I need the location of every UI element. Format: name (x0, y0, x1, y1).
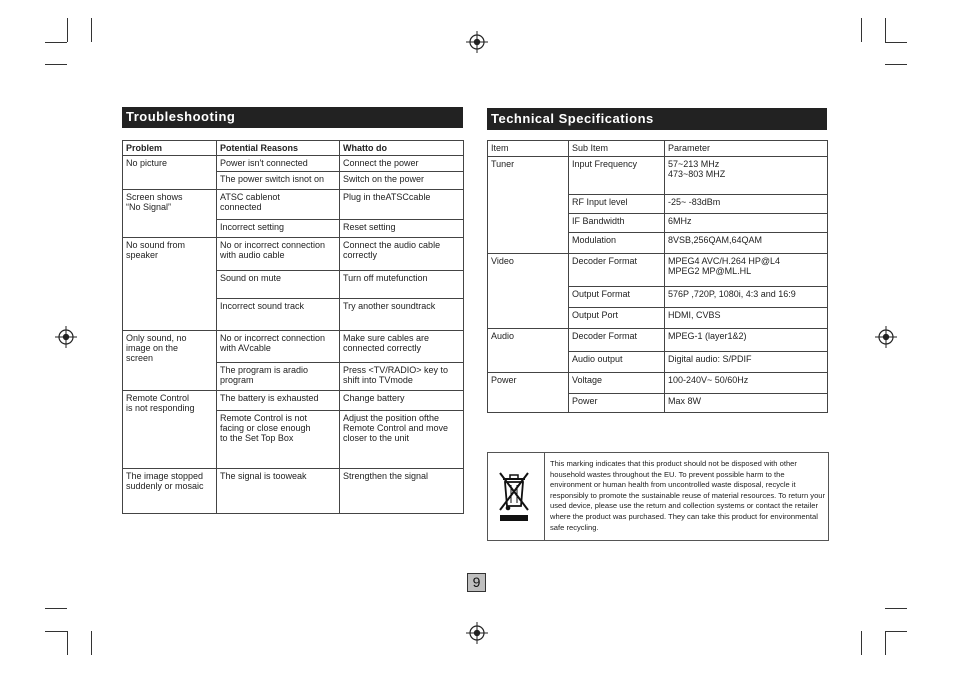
table-row (488, 373, 828, 394)
reason-cell: Power isn't connected (217, 156, 340, 172)
reason-cell: Incorrect sound track (217, 299, 340, 331)
table-row (123, 190, 464, 220)
reason-cell: The program is aradio program (217, 363, 340, 391)
action-cell: Reset setting (340, 220, 464, 238)
reason-cell: The battery is exhausted (217, 391, 340, 411)
registration-mark-icon (55, 326, 77, 348)
action-cell: Connect the audio cable correctly (340, 238, 464, 271)
header-sub-item: Sub Item (569, 141, 665, 157)
problem-cell: No picture (123, 156, 217, 190)
parameter-cell: MPEG4 AVC/H.264 HP@L4 MPEG2 MP@ML.HL (665, 254, 828, 287)
reason-cell: ATSC cablenot connected (217, 190, 340, 220)
parameter-cell: 57~213 MHz 473~803 MHZ (665, 157, 828, 195)
weee-notice-text: This marking indicates that this product should not be disposed with other household wastes throughout the EU. To prevent possible harm to the environment or human health from uncontrolled waste disposal, recycle it responsibly to promote the sustainable reuse of material resources. To return your used device, please use the return and collection systems or contact the retailer where the product was purchased. They can take this product for environmental safe recycling. (550, 459, 826, 532)
troubleshooting-table (122, 140, 464, 514)
table-row (488, 157, 828, 195)
problem-cell: The image stopped suddenly or mosaic (123, 469, 217, 514)
action-cell: Try another soundtrack (340, 299, 464, 331)
parameter-cell: Max 8W (665, 394, 828, 413)
parameter-cell: 576P ,720P, 1080i, 4:3 and 16:9 (665, 287, 828, 308)
problem-cell: Only sound, no image on the screen (123, 331, 217, 391)
sub-item-cell: Decoder Format (569, 254, 665, 287)
action-cell: Connect the power (340, 156, 464, 172)
sub-item-cell: Decoder Format (569, 329, 665, 352)
problem-cell: Screen shows “No Signal” (123, 190, 217, 238)
sub-item-cell: Modulation (569, 233, 665, 254)
sub-item-cell: Voltage (569, 373, 665, 394)
header-parameter: Parameter (665, 141, 828, 157)
table-row (123, 238, 464, 271)
action-cell: Press <TV/RADIO> key to shift into TVmode (340, 363, 464, 391)
table-row (488, 254, 828, 287)
action-cell: Change battery (340, 391, 464, 411)
crossed-out-wheelie-bin-icon (497, 470, 531, 524)
parameter-cell: Digital audio: S/PDIF (665, 352, 828, 373)
sub-item-cell: RF Input level (569, 195, 665, 214)
parameter-cell: 8VSB,256QAM,64QAM (665, 233, 828, 254)
sub-item-cell: Power (569, 394, 665, 413)
item-cell: Power (488, 373, 569, 413)
problem-cell: Remote Control is not responding (123, 391, 217, 469)
action-cell: Plug in theATSCcable (340, 190, 464, 220)
action-cell: Make sure cables are connected correctly (340, 331, 464, 363)
sub-item-cell: IF Bandwidth (569, 214, 665, 233)
reason-cell: Remote Control is not facing or close enough to the Set Top Box (217, 411, 340, 469)
parameter-cell: MPEG-1 (layer1&2) (665, 329, 828, 352)
table-row (123, 391, 464, 411)
registration-mark-icon (466, 622, 488, 644)
parameter-cell: -25~ -83dBm (665, 195, 828, 214)
reason-cell: No or incorrect connection with audio cable (217, 238, 340, 271)
sub-item-cell: Input Frequency (569, 157, 665, 195)
parameter-cell: 6MHz (665, 214, 828, 233)
reason-cell: Incorrect setting (217, 220, 340, 238)
specifications-heading: Technical Specifications (487, 108, 827, 130)
sub-item-cell: Audio output (569, 352, 665, 373)
troubleshooting-heading: Troubleshooting (122, 107, 463, 128)
reason-cell: The power switch isnot on (217, 172, 340, 190)
header-item: Item (488, 141, 569, 157)
item-cell: Tuner (488, 157, 569, 254)
reason-cell: The signal is tooweak (217, 469, 340, 514)
item-cell: Audio (488, 329, 569, 373)
action-cell: Adjust the position ofthe Remote Control and move closer to the unit (340, 411, 464, 469)
action-cell: Strengthen the signal (340, 469, 464, 514)
table-row (488, 329, 828, 352)
header-problem: Problem (123, 141, 217, 156)
specifications-table (487, 140, 828, 413)
problem-cell: No sound from speaker (123, 238, 217, 331)
weee-divider (544, 452, 545, 541)
page-number: 9 (467, 573, 486, 592)
parameter-cell: 100-240V~ 50/60Hz (665, 373, 828, 394)
table-row (123, 156, 464, 172)
reason-cell: No or incorrect connection with AVcable (217, 331, 340, 363)
action-cell: Switch on the power (340, 172, 464, 190)
parameter-cell: HDMI, CVBS (665, 308, 828, 329)
reason-cell: Sound on mute (217, 271, 340, 299)
table-row (123, 331, 464, 363)
table-row (123, 469, 464, 514)
sub-item-cell: Output Format (569, 287, 665, 308)
header-what-to-do: Whatto do (340, 141, 464, 156)
registration-mark-icon (875, 326, 897, 348)
action-cell: Turn off mutefunction (340, 271, 464, 299)
item-cell: Video (488, 254, 569, 329)
sub-item-cell: Output Port (569, 308, 665, 329)
registration-mark-icon (466, 31, 488, 53)
header-potential-reasons: Potential Reasons (217, 141, 340, 156)
